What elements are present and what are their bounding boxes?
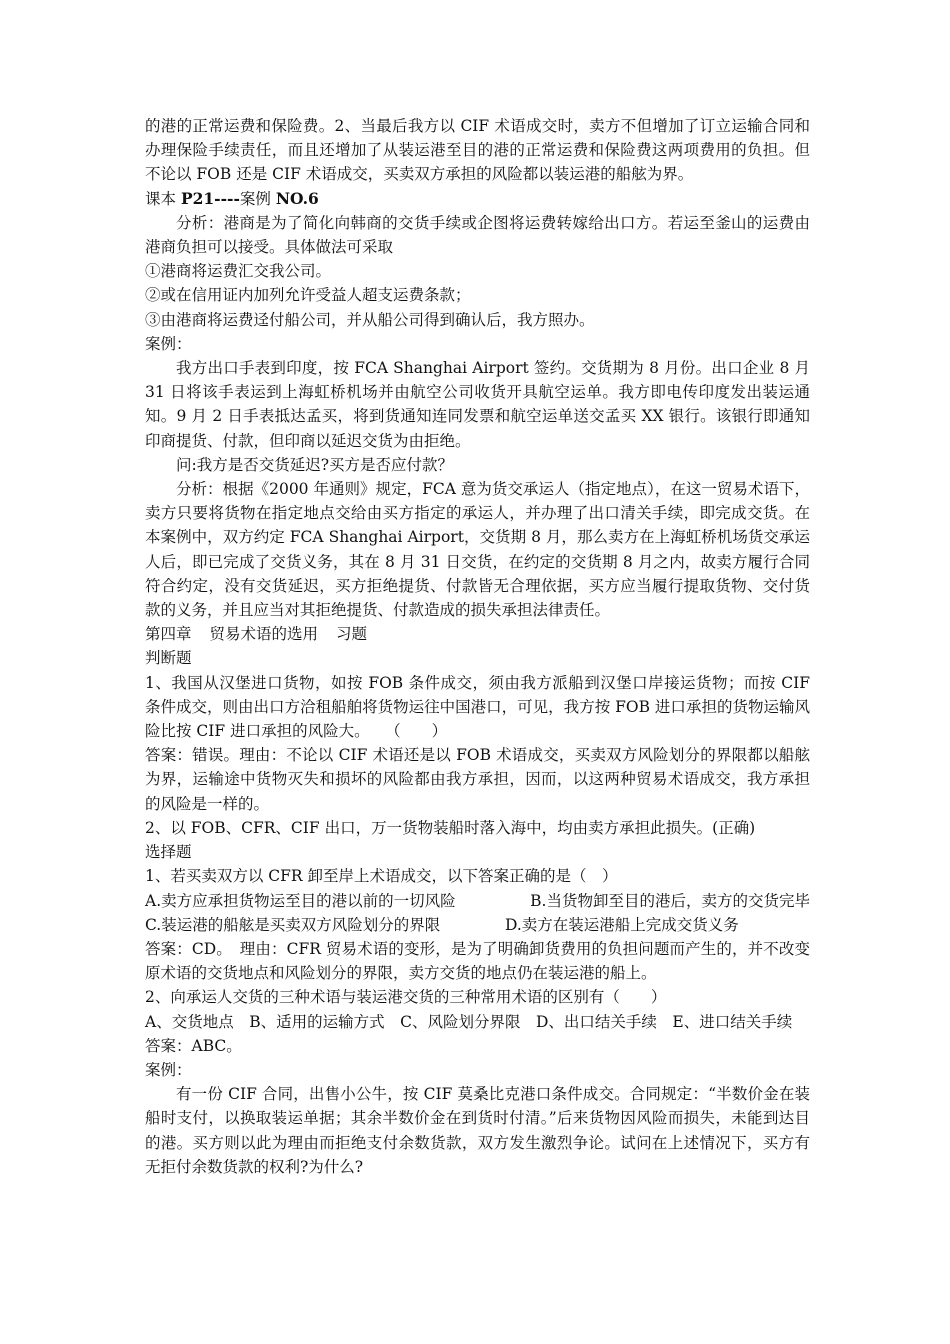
analysis-paragraph-2: 分析：根据《2000 年通则》规定，FCA 意为货交承运人（指定地点），在这一贸易术语下，卖方只要将货物在指定地点交给由买方指定的承运人，并办理了出口清关手续，即完成交货。在本案例中，双方约定 FCA Shanghai Airport，交货期 8 月，那么卖方在上海虹桥机场货交承运人后，即已完成了交货义务，其在 8 月 31 日交货，在约定的交货期 8 月之内，故卖方履行合同符合约定，没有交货延迟，买方拒绝提货、付款皆无合理依据，买方应当履行提取货物、交付货款的义务，并且应当对其拒绝提货、付款造成的损失承担法律责任。	[145, 480, 810, 620]
paragraph-fob-cif-conclusion: 的港的正常运费和保险费。2、当最后我方以 CIF 术语成交时，卖方不但增加了订立运输合同和办理保险手续责任，而且还增加了从装运港至目的港的正常运费和保险费这两项费用的负担。但不论以 FOB 还是 CIF 术语成交，买卖双方承担的风险都以装运港的船舷为界。	[145, 117, 810, 184]
option-item-3: ③由港商将运费迳付船公司，并从船公司得到确认后，我方照办。	[145, 310, 595, 329]
mc-1-option-b: B.当货物卸至目的港后，卖方的交货完毕	[530, 891, 810, 910]
true-false-question-2: 2、以 FOB、CFR、CIF 出口，万一货物装船时落入海中，均由卖方承担此损失。(正确)	[145, 818, 756, 837]
multiple-choice-question-1: 1、若买卖双方以 CFR 卸至岸上术语成交，以下答案正确的是（ ）	[145, 867, 618, 886]
multiple-choice-answer-2: 答案：ABC。	[145, 1036, 242, 1055]
true-false-answer-1: 答案：错误。理由：不论以 CIF 术语还是以 FOB 术语成交，买卖双方风险划分的界限都以船舷为界，运输途中货物灭失和损坏的风险都由我方承担，因而，以这两种贸易术语成交，我方承担的风险是一样的。	[145, 746, 810, 813]
course-case-number: NO.6	[275, 188, 319, 208]
mc-1-option-c: C.装运港的船舷是买卖双方风险划分的界限	[145, 915, 441, 934]
case-label-2: 案例：	[145, 1060, 192, 1079]
option-item-2: ②或在信用证内加列允许受益人超支运费条款；	[145, 286, 471, 305]
chapter-suffix: 习题	[336, 625, 368, 644]
course-code: P21----	[180, 188, 240, 208]
course-prefix: 课本	[145, 189, 181, 208]
mc-2-options: A、交货地点 B、适用的运输方式 C、风险划分界限 D、出口结关手续 E、进口结关手续	[145, 1012, 793, 1031]
multiple-choice-heading: 选择题	[145, 843, 192, 862]
true-false-heading: 判断题	[145, 649, 192, 668]
mc-1-option-d: D.卖方在装运港船上完成交货义务	[505, 915, 739, 934]
multiple-choice-answer-1: 答案：CD。 理由：CFR 贸易术语的变形，是为了明确卸货费用的负担问题而产生的，并不改变原术语的交货地点和风险划分的界限，卖方交货的地点仍在装运港的船上。	[145, 939, 810, 983]
analysis-paragraph-1: 分析：港商是为了简化向韩商的交货手续或企图将运费转嫁给出口方。若运至釜山的运费由港商负担可以接受。具体做法可采取	[145, 213, 810, 257]
course-mid: 案例	[239, 189, 276, 208]
case-text-fca: 我方出口手表到印度，按 FCA Shanghai Airport 签约。交货期为 8 月份。出口企业 8 月 31 日将该手表运到上海虹桥机场并由航空公司收货开具航空运单。我方即电传印度发出装运通知。9 月 2 日手表抵达孟买，将到货通知连同发票和航空运单送交孟买 XX 银行。该银行即通知印商提货、付款，但印商以延迟交货为由拒绝。	[145, 359, 810, 450]
mc-1-options-row-2	[145, 913, 810, 937]
course-case-heading	[145, 187, 810, 211]
multiple-choice-question-2: 2、向承运人交货的三种术语与装运港交货的三种常用术语的区别有（ ）	[145, 988, 667, 1007]
case-question: 问:我方是否交货延迟?买方是否应付款？	[176, 455, 454, 474]
case-label: 案例：	[145, 334, 192, 353]
case-text-cif: 有一份 CIF 合同，出售小公牛，按 CIF 莫桑比克港口条件成交。合同规定：“半数价金在装船时支付，以换取装运单据；其余半数价金在到货时付清。”后来货物因风险而损失，未能到达目的港。买方则以此为理由而拒绝支付余数货款，双方发生激烈争论。试问在上述情况下，买方有无拒付余数货款的权利?为什么?	[145, 1085, 810, 1176]
true-false-question-1: 1、我国从汉堡进口货物，如按 FOB 条件成交，须由我方派船到汉堡口岸接运货物；而按 CIF 条件成交，则由出口方洽租船舶将货物运往中国港口，可见，我方按 FOB 进口承担的货物运输风险比按 CIF 进口承担的风险大。 （ ）	[145, 673, 810, 741]
chapter-number: 第四章	[145, 625, 192, 644]
mc-1-options-row-1	[145, 889, 810, 913]
mc-1-option-a: A.卖方应承担货物运至目的港以前的一切风险	[145, 891, 456, 910]
chapter-name: 贸易术语的选用	[209, 625, 319, 644]
option-item-1: ①港商将运费汇交我公司。	[145, 262, 332, 281]
chapter-heading	[145, 622, 810, 646]
